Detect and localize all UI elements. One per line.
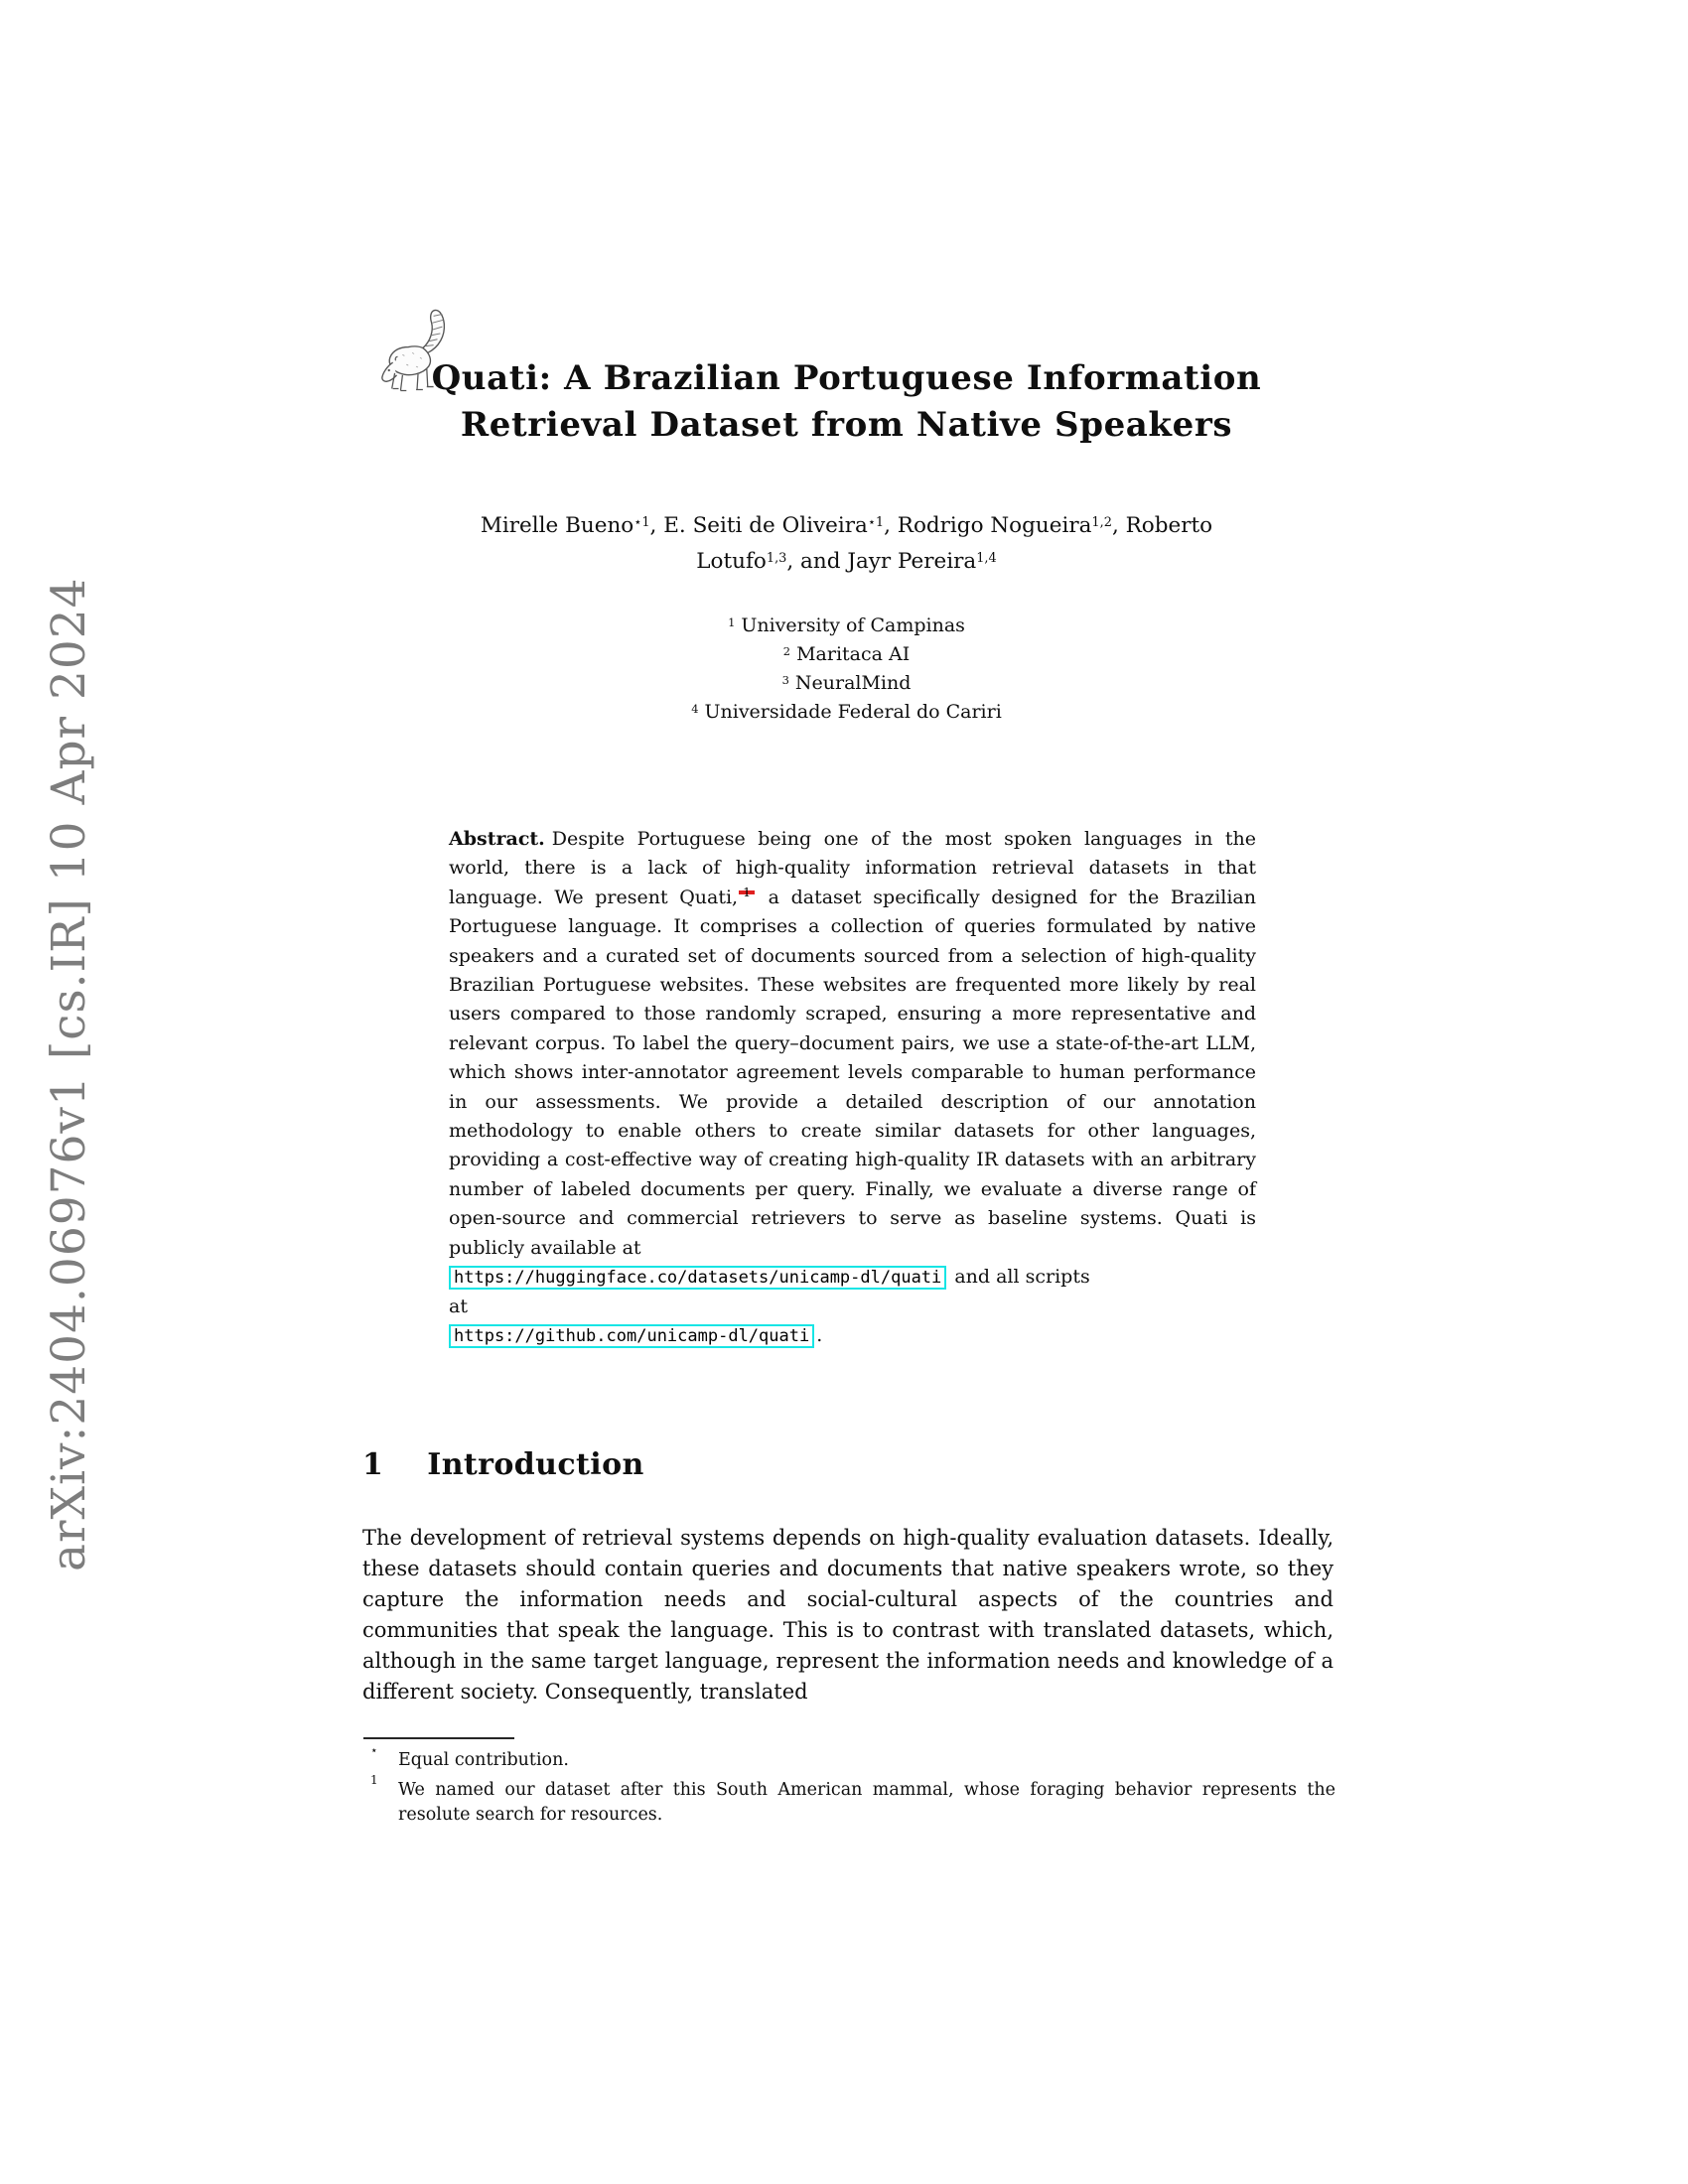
affiliation-item bbox=[362, 640, 1331, 669]
affiliation-number: 4 bbox=[691, 701, 699, 716]
author-affiliation-superscript: 1,2 bbox=[1091, 515, 1112, 531]
author-name: Mirelle Bueno$^{⋆1}$ bbox=[480, 513, 650, 538]
paper-title-line2: Retrieval Dataset from Native Speakers bbox=[460, 405, 1233, 445]
section-number: 1 bbox=[362, 1447, 384, 1482]
huggingface-dataset-link[interactable]: https://huggingface.co/datasets/unicamp-dl/quati bbox=[449, 1266, 946, 1290]
author-name: , E. Seiti de Oliveira$^{⋆1}$ bbox=[649, 513, 885, 538]
author-affiliation-superscript: 1,3 bbox=[766, 551, 787, 567]
affiliation-name: NeuralMind bbox=[794, 672, 912, 694]
author-affiliation-superscript: ⋆1 bbox=[633, 515, 650, 531]
author-name: , Roberto bbox=[1111, 513, 1213, 538]
abstract-text-4: at bbox=[449, 1295, 468, 1317]
abstract-text-1: Despite Portuguese being one of the most spoken languages in the world, there is a lack of high-quality information retrieval datasets in that language. We present Quati, bbox=[449, 828, 1256, 908]
section-heading-introduction bbox=[362, 1447, 1331, 1482]
abstract-text-2: a dataset specifically designed for the Brazilian Portuguese language. It comprises a collection of queries formulated by native speakers and a curated set of documents sourced from a selection of high-quality Brazilian Portuguese websites. These websites are frequented more likely by real users compared to those randomly scraped, ensuring a more representative and relevant corpus. To label the query–document pairs, we use a state-of-the-art LLM, which shows inter-annotator agreement levels comparable to human performance in our assessments. We provide a detailed description of our annotation methodology to enable others to create similar datasets for other languages, providing a cost-effective way of creating high-quality IR datasets with an arbitrary number of labeled documents per query. Finally, we evaluate a diverse range of open-source and commercial retrievers to serve as baseline systems. Quati is publicly available at bbox=[449, 886, 1256, 1259]
author-affiliation-superscript: ⋆1 bbox=[867, 515, 885, 531]
affiliation-item bbox=[362, 698, 1331, 727]
footnote-list bbox=[362, 1743, 1336, 1833]
affiliation-name: University of Campinas bbox=[741, 614, 965, 636]
abstract-text-5: . bbox=[816, 1323, 823, 1346]
footnote-reference-link[interactable]: 1 bbox=[739, 890, 755, 894]
footnote-item: 1 We named our dataset after this South American mammal, whose foraging behavior represents the resolute search for resources. bbox=[370, 1773, 1336, 1825]
affiliation-number: 1 bbox=[728, 614, 736, 629]
paper-title-line1: Quati: A Brazilian Portuguese Information bbox=[431, 358, 1262, 398]
section-title: Introduction bbox=[427, 1447, 644, 1482]
affiliation-name: Maritaca AI bbox=[796, 643, 911, 665]
affiliation-number: 3 bbox=[781, 672, 789, 687]
footnote-text: Equal contribution. bbox=[398, 1750, 569, 1770]
affiliation-number: 2 bbox=[782, 643, 791, 658]
abstract-label: Abstract. bbox=[449, 828, 545, 850]
footnote-text: We named our dataset after this South American mammal, whose foraging behavior represents the resolute search for resources. bbox=[398, 1780, 1336, 1825]
affiliation-item bbox=[362, 669, 1331, 698]
author-name: , and Jayr Pereira$^{1,4}$ bbox=[786, 549, 997, 574]
footnote-item: ⋆ Equal contribution. bbox=[370, 1743, 569, 1770]
author-name: , Rodrigo Nogueira$^{1,2}$ bbox=[884, 513, 1112, 538]
author-list bbox=[362, 508, 1331, 580]
affiliation-list bbox=[362, 612, 1331, 727]
footnote-rule bbox=[363, 1737, 514, 1739]
author-affiliation-superscript: 1,4 bbox=[976, 551, 997, 567]
author-line-1 bbox=[362, 508, 1331, 544]
abstract-text-3: and all scripts bbox=[954, 1266, 1090, 1289]
arxiv-watermark: arXiv:2404.06976v1 [cs.IR] 10 Apr 2024 bbox=[42, 577, 96, 1571]
abstract bbox=[449, 825, 1256, 1350]
introduction-paragraph: The development of retrieval systems depends on high-quality evaluation datasets. Ideally, these datasets should contain queries and documents that native speakers wrote, so they capture the information needs and social-cultural aspects of the countries and communities that speak the language. This is to contrast with translated datasets, which, although in the same target language, represent the information needs and knowledge of a different society. Consequently, translated bbox=[362, 1526, 1334, 1704]
paper-title bbox=[362, 355, 1331, 449]
github-repo-link[interactable]: https://github.com/unicamp-dl/quati bbox=[449, 1324, 814, 1348]
author-name: Lotufo$^{1,3}$ bbox=[696, 549, 787, 574]
affiliation-item bbox=[362, 612, 1331, 640]
affiliation-name: Universidade Federal do Cariri bbox=[704, 701, 1002, 723]
author-line-2 bbox=[362, 544, 1331, 580]
